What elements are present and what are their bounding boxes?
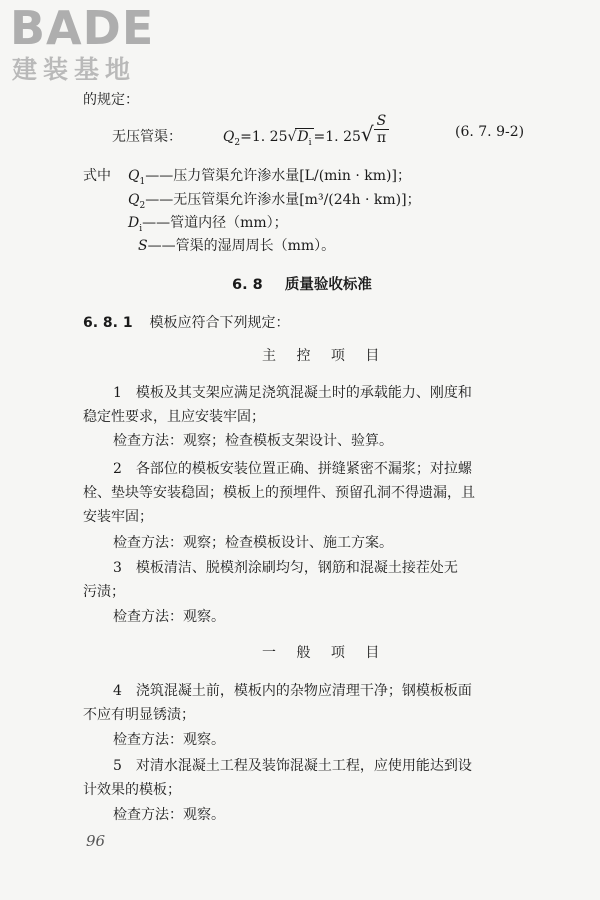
- item-3-line1: 3 模板清洁、脱模剂涂刷均匀，钢筋和混凝土接茬处无: [113, 560, 458, 576]
- formula-sqrt-arg: D: [297, 129, 309, 145]
- legend-symbol: S: [138, 238, 148, 254]
- logo-mark: BADE: [10, 1, 155, 55]
- item-3-line2: 污渍；: [83, 584, 125, 600]
- formula-ref: (6. 7. 9-2): [455, 124, 525, 140]
- legend-item: [128, 166, 411, 192]
- formula-lhs: Q: [222, 129, 235, 145]
- item-2-check: 检查方法：观察；检查模板设计、施工方案。: [113, 535, 393, 551]
- formula-eq2: =1. 25: [313, 129, 361, 145]
- page-number: 96: [86, 832, 106, 850]
- watermark-logo: [10, 2, 180, 94]
- formula-sub1: 2: [234, 137, 241, 148]
- legend-subscript: i: [139, 223, 143, 234]
- legend-item: [128, 213, 288, 239]
- item-2-line3: 安装牢固；: [83, 509, 153, 525]
- item-3-check: 检查方法：观察。: [113, 609, 225, 625]
- general-heading: 一 般 项 目: [262, 645, 388, 661]
- legend-prefix: 式中: [83, 168, 111, 184]
- legend-text: ——压力管渠允许渗水量[L/(min · km)]；: [145, 168, 411, 184]
- legend-text: ——管道内径（mm）；: [142, 215, 288, 231]
- item-1-line2: 稳定性要求，且应安装牢固；: [83, 409, 265, 425]
- formula-sub2: i: [308, 137, 312, 148]
- item-1-check: 检查方法：观察；检查模板支架设计、验算。: [113, 433, 393, 449]
- item-2-line2: 栓、垫块等安装稳固；模板上的预埋件、预留孔洞不得遗漏，且: [83, 485, 475, 501]
- item-5-line2: 计效果的模板；: [83, 782, 181, 798]
- item-4-check: 检查方法：观察。: [113, 732, 225, 748]
- section-title: 质量验收标准: [284, 277, 372, 293]
- item-2-line1: 2 各部位的模板安装位置正确、拼缝紧密不漏浆；对拉螺: [113, 461, 472, 477]
- clause-line: [83, 313, 290, 333]
- item-5-line1: 5 对清水混凝土工程及装饰混凝土工程，应使用能达到设: [113, 758, 472, 774]
- formula-fraction: S π: [374, 129, 390, 146]
- legend-text: ——管渠的湿周周长（mm）。: [147, 238, 336, 254]
- legend-subscript: 2: [139, 200, 146, 211]
- section-number: 6. 8: [232, 277, 263, 293]
- logo-subtitle: 建装基地: [12, 55, 137, 84]
- clause-text: 模板应符合下列规定：: [149, 315, 290, 331]
- section-heading: [232, 273, 372, 294]
- formula-label: 无压管渠：: [112, 129, 182, 145]
- legend-subscript: 1: [139, 176, 146, 187]
- legend-item: [128, 190, 421, 216]
- clause-number: 6. 8. 1: [83, 315, 133, 331]
- item-4-line1: 4 浇筑混凝土前，模板内的杂物应清理干净；钢模板板面: [113, 683, 472, 699]
- main-control-heading: 主 控 项 目: [262, 348, 388, 364]
- formula-denominator: π: [376, 129, 387, 146]
- item-4-line2: 不应有明显锈渍；: [83, 707, 195, 723]
- legend-symbol: D: [128, 215, 140, 231]
- legend-item: [138, 236, 335, 256]
- formula-eq1: =1. 25: [240, 129, 288, 145]
- item-1-line1: 1 模板及其支架应满足浇筑混凝土时的承载能力、刚度和: [113, 385, 472, 401]
- formula-line: 无压管渠： $Q_2=1$. $25√D_i =1$. 25√ S π: [112, 122, 389, 148]
- legend-text: ——无压管渠允许渗水量[m³/(24h · km)]；: [145, 192, 421, 208]
- legend-symbol: Q: [128, 168, 140, 184]
- item-5-check: 检查方法：观察。: [113, 807, 225, 823]
- intro-tail: 的规定：: [83, 92, 139, 108]
- legend-symbol: Q: [128, 192, 140, 208]
